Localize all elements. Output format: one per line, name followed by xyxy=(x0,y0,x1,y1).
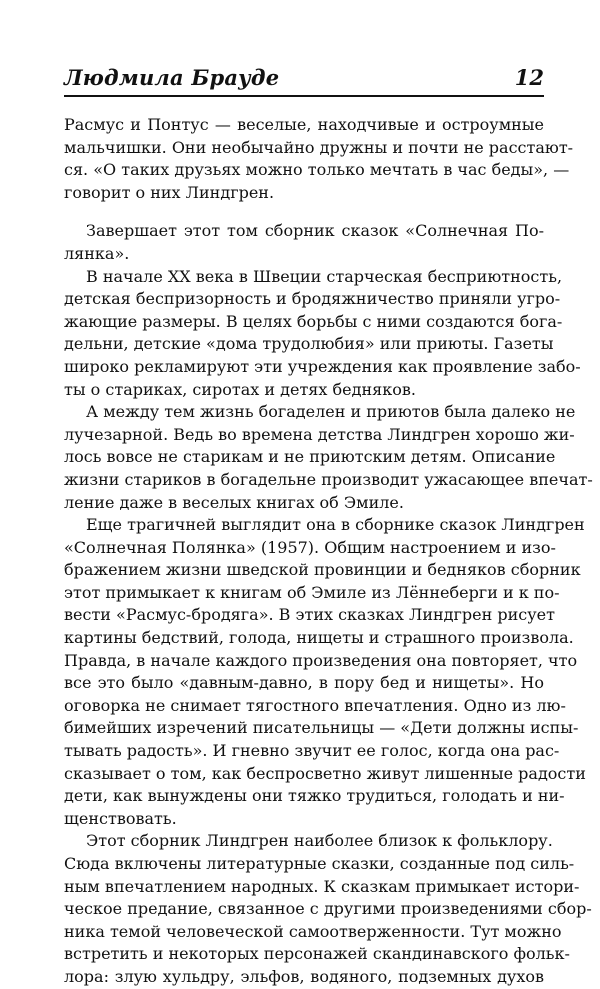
text-line: Еще трагичней выглядит она в сборнике сказок Линдгрен xyxy=(86,515,585,535)
text-line: А между тем жизнь богаделен и приютов была далеко не xyxy=(86,402,576,422)
text-line: дельни, детские «дома трудолюбия» или приюты. Газеты xyxy=(64,334,554,354)
body-text xyxy=(64,114,593,989)
text-line: ным впечатлением народных. К сказкам примыкает истори- xyxy=(64,876,580,896)
text-line: ся. «О таких друзьях можно только мечтать в час беды», — xyxy=(64,160,570,180)
text-line: Этот сборник Линдгрен наиболее близок к фольклору. xyxy=(86,831,553,851)
text-line: мальчишки. Они необычайно дружны и почти не расстают- xyxy=(64,137,574,157)
text-line: Правда, в начале каждого произведения она повторяет, что xyxy=(64,650,578,670)
text-line: ты о стариках, сиротах и детях бедняков. xyxy=(64,379,416,399)
paragraph-6 xyxy=(64,830,592,988)
paragraph-5 xyxy=(64,514,586,830)
text-line: лянка». xyxy=(64,243,130,263)
text-line: Завершает этот том сборник сказок «Солнечная По- xyxy=(86,221,544,241)
text-line: жизни стариков в богадельне производит ужасающее впечат- xyxy=(64,469,593,489)
section-gap xyxy=(64,204,544,220)
text-line: лось вовсе не старикам и не приютским детям. Описание xyxy=(64,447,556,467)
text-line: ника темой человеческой самоотверженности. Тут можно xyxy=(64,921,562,941)
text-line: щенствовать. xyxy=(64,808,177,828)
paragraph-3 xyxy=(64,266,581,402)
text-line: тывать радость». И гневно звучит ее голос, когда она рас- xyxy=(64,741,560,761)
paragraph-1 xyxy=(64,114,574,204)
text-line: вести «Расмус-бродяга». В этих сказках Линдгрен рисует xyxy=(64,605,555,625)
text-line: бимейших изречений писательницы — «Дети должны испы- xyxy=(64,718,579,738)
text-line: лучезарной. Ведь во времена детства Линдгрен хорошо жи- xyxy=(64,424,575,444)
running-head-author: Людмила Брауде xyxy=(64,65,280,90)
text-line: широко рекламируют эти учреждения как проявление забо- xyxy=(64,356,581,376)
page-number: 12 xyxy=(514,65,544,90)
text-line: ческое предание, связанное с другими произведениями сбор- xyxy=(64,899,592,919)
text-line: этот примыкает к книгам об Эмиле из Лённеберги и к по- xyxy=(64,582,560,602)
paragraph-2 xyxy=(64,220,544,265)
running-head xyxy=(64,62,544,96)
text-line: ление даже в веселых книгах об Эмиле. xyxy=(64,492,404,512)
text-line: Сюда включены литературные сказки, созданные под силь- xyxy=(64,854,575,873)
text-line: картины бедствий, голода, нищеты и страшного произвола. xyxy=(64,628,574,648)
header-rule xyxy=(64,95,544,97)
text-line: В начале XX века в Швеции старческая бесприютность, xyxy=(86,266,563,286)
text-line: бражением жизни шведской провинции и бедняков сборник xyxy=(64,560,581,580)
text-line: сказывает о том, как беспросветно живут лишенные радости xyxy=(64,763,586,783)
text-line: встретить и некоторых персонажей скандинавского фольк- xyxy=(64,944,570,964)
text-line: все это было «давным-давно, в пору бед и нищеты». Но xyxy=(64,673,544,693)
text-line: детская беспризорность и бродяжничество приняли угро- xyxy=(64,289,561,309)
text-line: оговорка не снимает тягостного впечатления. Одно из лю- xyxy=(64,695,566,715)
text-line: лора: злую хульдру, эльфов, водяного, подземных духов xyxy=(64,966,544,986)
text-line: говорит о них Линдгрен. xyxy=(64,182,275,202)
text-line: Расмус и Понтус — веселые, находчивые и остроумные xyxy=(64,115,544,134)
paragraph-4 xyxy=(64,401,593,514)
text-line: жающие размеры. В целях борьбы с ними создаются богa- xyxy=(64,311,563,331)
text-line: дети, как вынуждены они тяжко трудиться, голодать и ни- xyxy=(64,786,565,806)
text-line: «Солнечная Полянка» (1957). Общим настроением и изо- xyxy=(64,537,556,557)
